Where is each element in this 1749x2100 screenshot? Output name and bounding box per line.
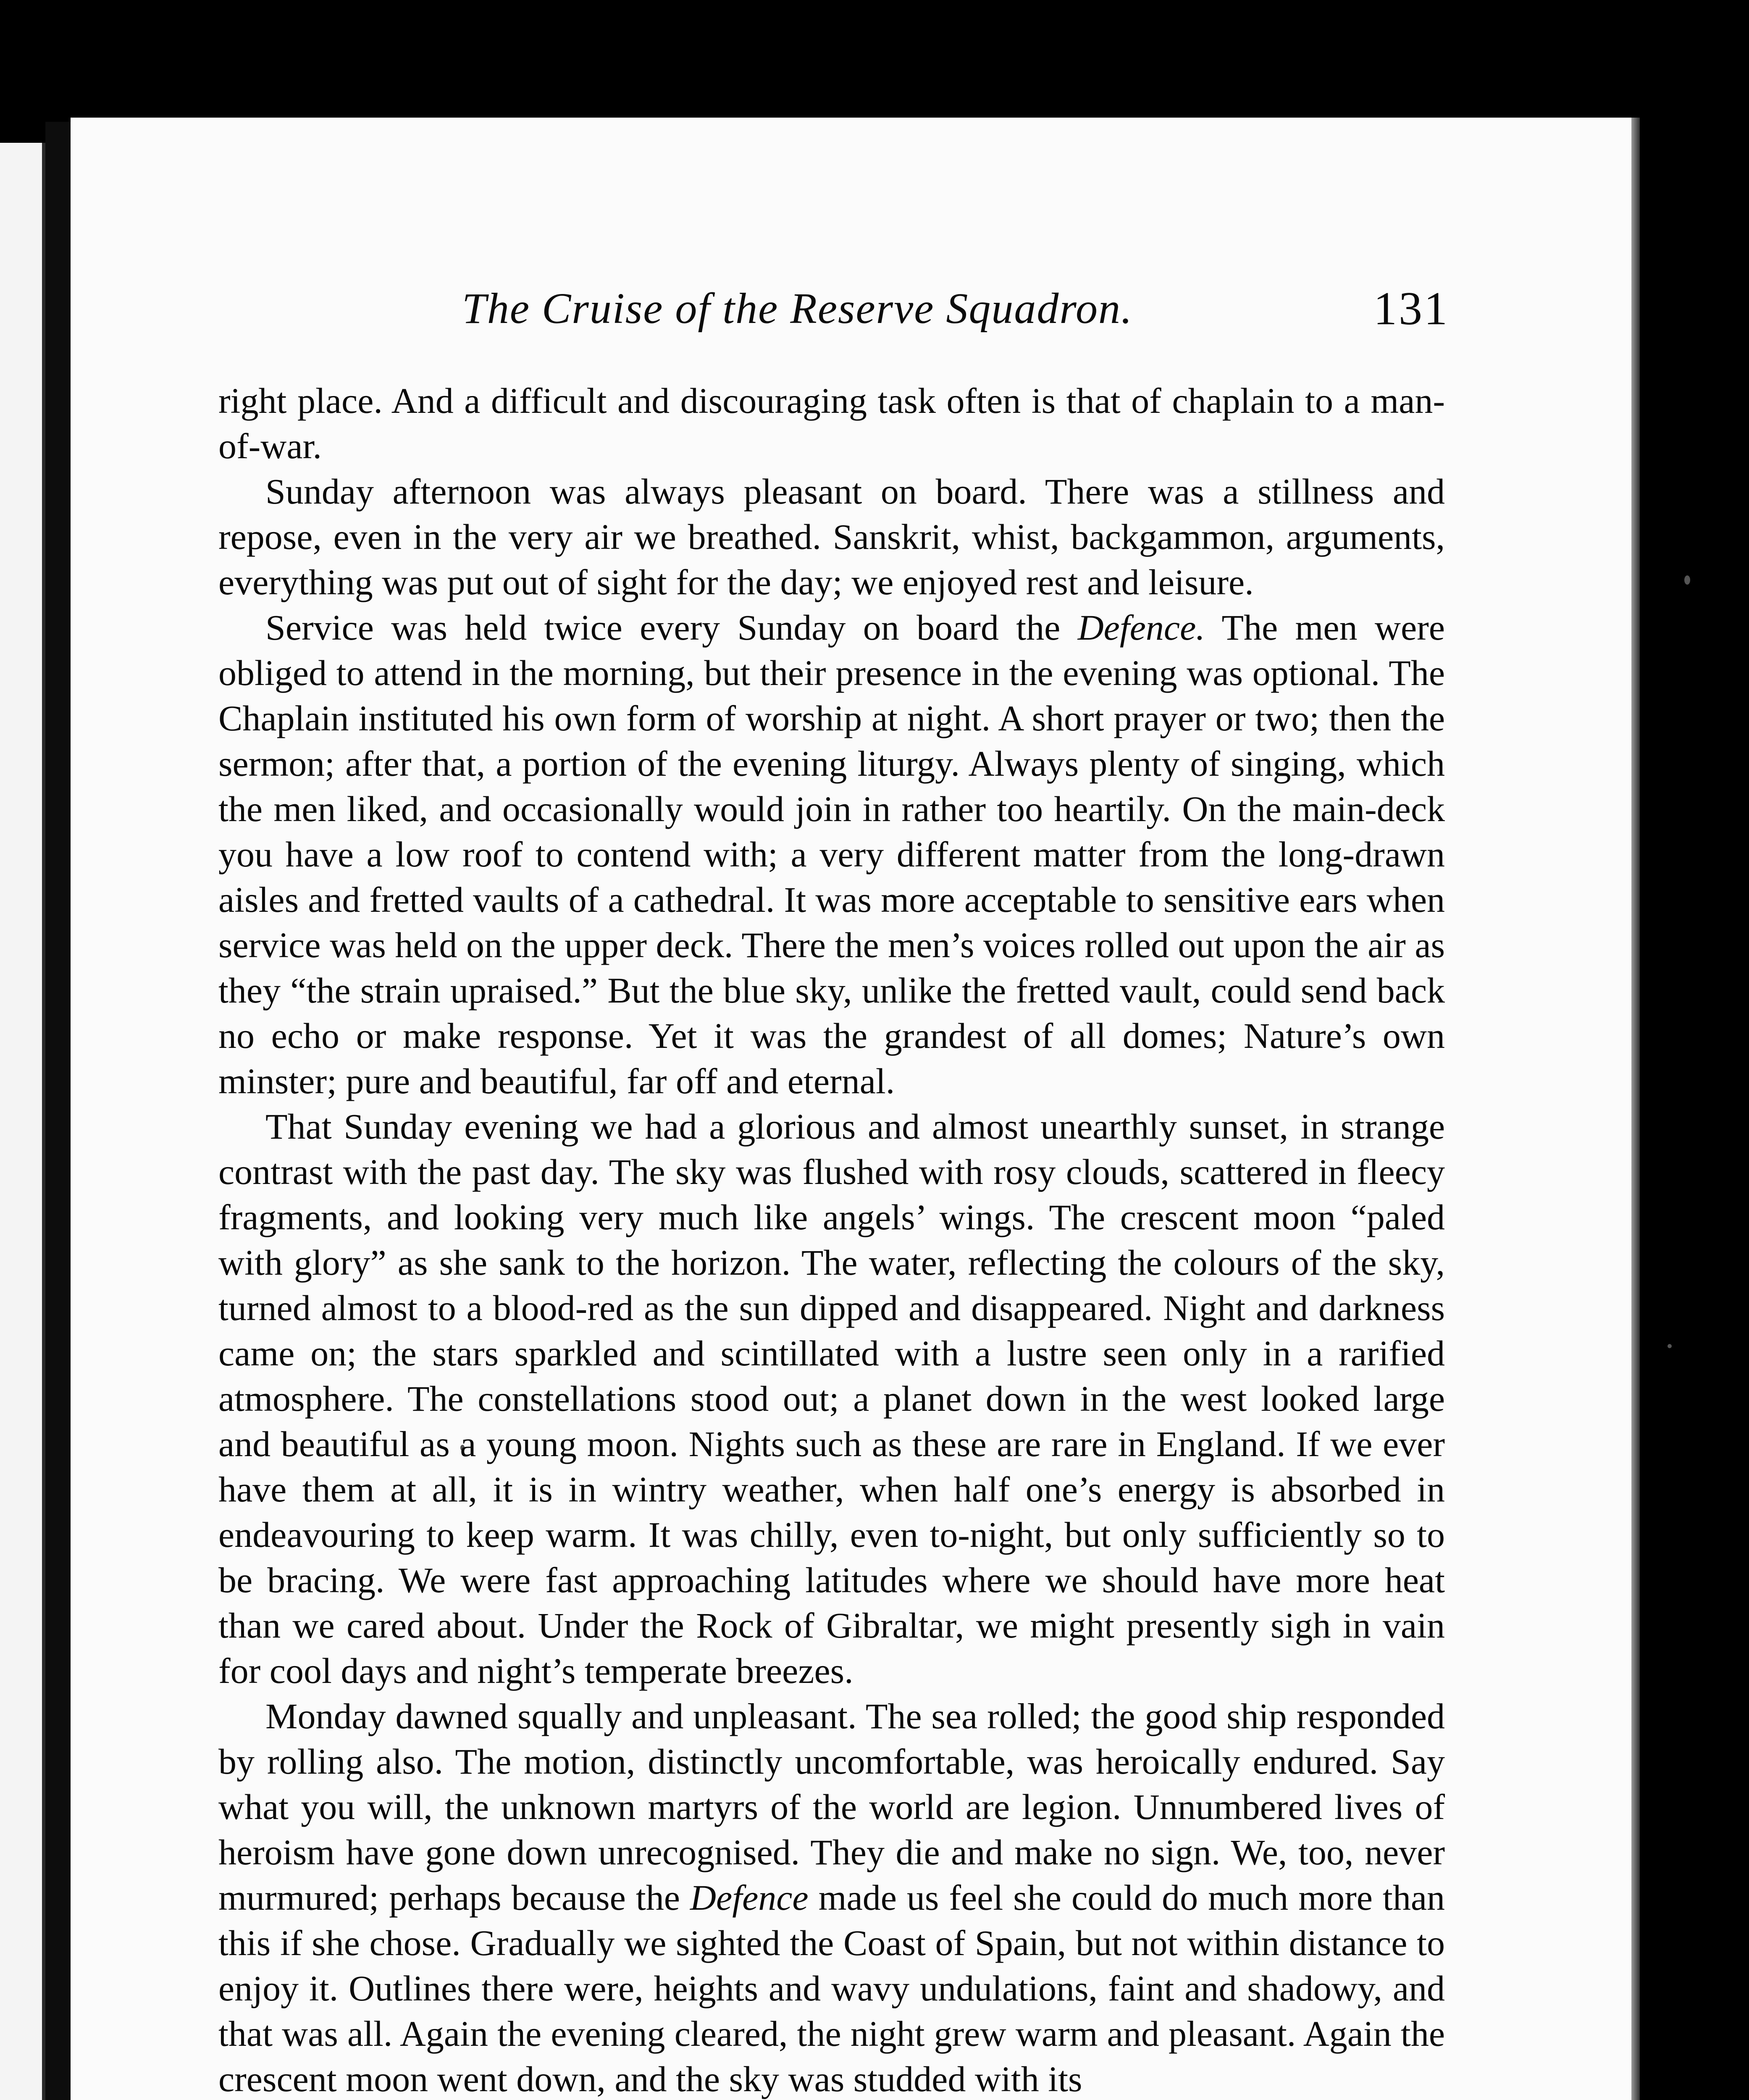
paragraph-text: The men were obliged to attend in the morning, but their presence in the evening was optional. The Chaplain instituted his own form of worship at night. A short prayer or two; then the sermon; after that, a portion of the evening liturgy. Always plenty of singing, which the men liked, and occasionally would join in rather too heartily. On the main-deck you have a low roof to contend with; a very different matter from the long-drawn aisles and fretted vaults of a cathedral. It was more acceptable to sensitive ears when service was held on the upper deck. There the men’s voices rolled out upon the air as they “the strain upraised.” But the blue sky, unlike the fretted vault, could send back no echo or make response. Yet it was the grandest of all domes; Nature’s own minster; pure and beautiful, far off and eternal. xyxy=(218,607,1445,1101)
page-number: 131 xyxy=(1373,283,1449,335)
ship-name-italic: Defence. xyxy=(1077,607,1205,648)
book-gutter xyxy=(45,122,71,2100)
paragraph-text: Sunday afternoon was always pleasant on board. There was a stillness and repose, even in the very air we breathed. Sanskrit, whist, backgammon, arguments, everything was put out of sight for the day; we enjoyed rest and leisure. xyxy=(218,471,1445,602)
body-text xyxy=(218,378,1445,2100)
paragraph xyxy=(218,1104,1445,1693)
paragraph-text: Service was held twice every Sunday on board the xyxy=(265,607,1078,648)
paragraph xyxy=(218,605,1445,1104)
paragraph xyxy=(218,378,1445,469)
scan-speck xyxy=(1684,575,1690,585)
scan-speck xyxy=(1668,1344,1672,1348)
running-head-title: The Cruise of the Reserve Squadron. xyxy=(462,284,1133,333)
paragraph-text: made us feel she could do much more than this if she chose. Gradually we sighted the Coast of Spain, but not within distance to enjoy it. Outlines there were, heights and wavy undulations, faint and shadowy, and that was all. Again the evening cleared, the night grew warm and pleasant. Again the crescent moon went down, and the sky was studded with its xyxy=(218,1877,1445,2099)
paragraph-text: That Sunday evening we had a glorious and almost unearthly sunset, in strange contrast with the past day. The sky was flushed with rosy clouds, scattered in fleecy fragments, and looking very much like angels’ wings. The crescent moon “paled with glory” as she sank to the horizon. The water, reflecting the colours of the sky, turned almost to a blood-red as the sun dipped and disappeared. Night and darkness came on; the stars sparkled and scintillated with a lustre seen only in a rarified atmosphere. The constellations stood out; a planet down in the west looked large and beautiful as a young moon. Nights such as these are rare in England. If we ever have them at all, it is in wintry weather, when half one’s energy is absorbed in endeavouring to keep warm. It was chilly, even to-night, but only sufficiently so to be bracing. We were fast approaching latitudes where we should have more heat than we cared about. Under the Rock of Gibraltar, we might presently sigh in vain for cool days and night’s temperate breezes. xyxy=(218,1106,1445,1691)
page-edge-shadow xyxy=(1631,118,1640,2100)
paragraph-text: right place. And a difficult and discouraging task often is that of chaplain to a man-of-war. xyxy=(218,381,1445,466)
paragraph-text: Monday dawned squally and unpleasant. The sea rolled; the good ship responded by rolling also. The motion, distinctly uncomfortable, was heroically endured. Say what you will, the unknown martyrs of the world are legion. Unnumbered lives of heroism have gone down unrecognised. They die and make no sign. We, too, never murmured; perhaps because the xyxy=(218,1696,1445,1918)
ship-name-italic: Defence xyxy=(690,1877,809,1918)
running-head xyxy=(218,277,1449,340)
previous-page-edge xyxy=(0,143,45,2100)
paragraph xyxy=(218,469,1445,605)
paragraph xyxy=(218,1693,1445,2100)
